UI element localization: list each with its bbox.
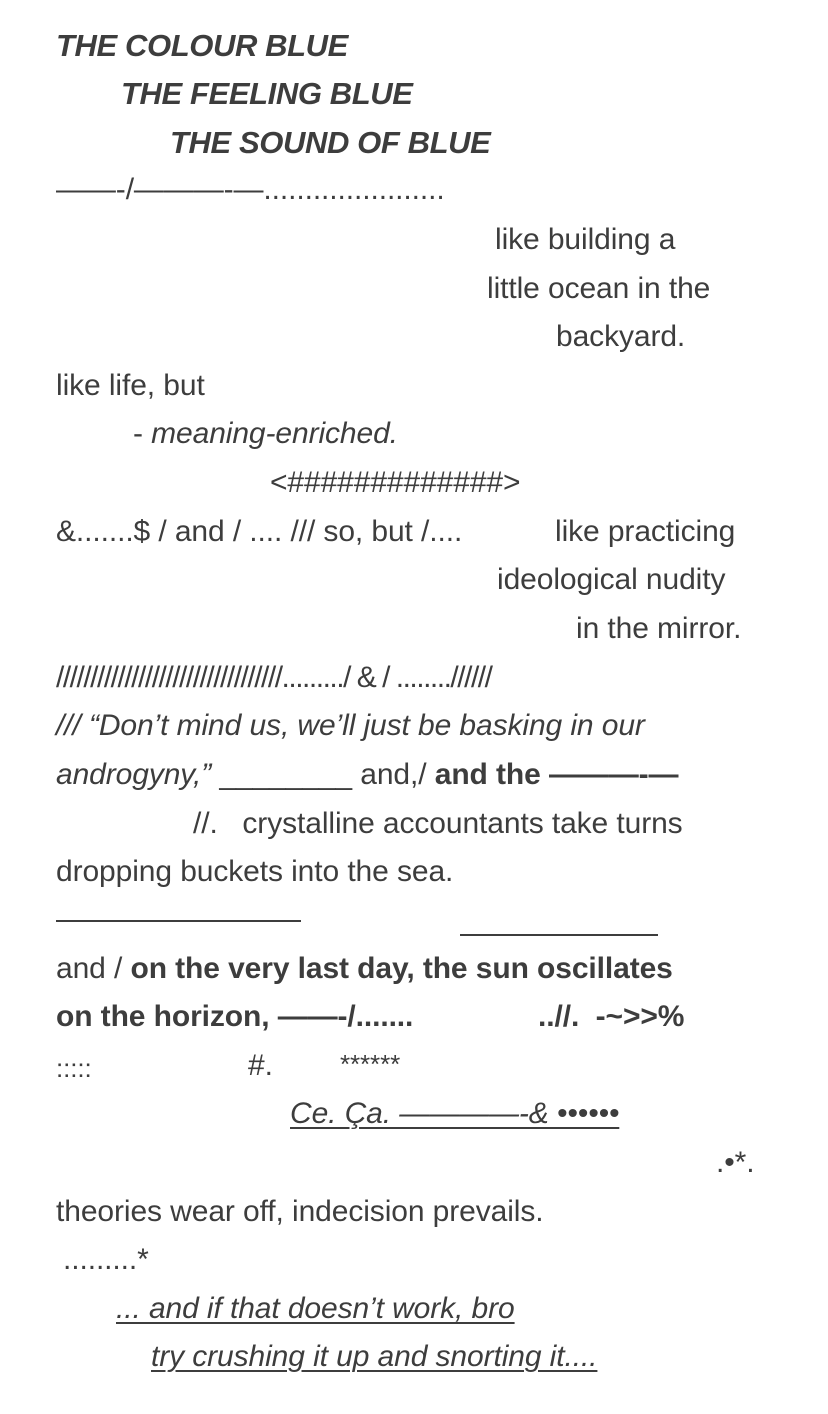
verse-line: //. crystalline accountants take turns — [193, 807, 683, 840]
colon-marks: ::::: — [56, 1053, 92, 1083]
verse-line: dropping buckets into the sea. — [56, 855, 454, 888]
quote-line: /// “Don’t mind us, we’ll just be basking in our — [56, 709, 645, 742]
horizontal-rule-tail — [287, 920, 301, 922]
verse-line — [56, 951, 673, 987]
and-prefix: and / — [56, 952, 131, 985]
asterisk-marks: ****** — [340, 1049, 401, 1079]
quote-line-continued — [56, 757, 678, 793]
verse-line: theories wear off, indecision prevails. — [56, 1195, 544, 1228]
dots-star-mark: .........* — [63, 1243, 149, 1276]
ce-ca-line: Ce. Ça. ————-& •••••• — [290, 1097, 620, 1130]
dash-prefix: - — [133, 417, 152, 450]
verse-line: little ocean in the — [487, 272, 711, 305]
symbol-line: &.......$ / and / .... /// so, but /.... — [56, 515, 463, 548]
and-the-text: and the ———-— — [434, 758, 679, 791]
hash-mark: #. — [248, 1049, 273, 1082]
dot-star-mark: .•*. — [716, 1146, 755, 1179]
androgyny-text: androgyny,” — [56, 758, 220, 791]
title-feeling-blue: THE FEELING BLUE — [121, 76, 413, 111]
and-text: and,/ — [352, 758, 435, 791]
title-sound-of-blue: THE SOUND OF BLUE — [170, 125, 491, 160]
verse-line: like practicing — [555, 515, 736, 548]
verse-line — [133, 416, 398, 452]
hash-bracket-line: <#############> — [270, 466, 521, 499]
closing-line: try crushing it up and snorting it.... — [151, 1340, 598, 1373]
slash-line: /////////////////////////////////........./ & / ........////// — [56, 661, 492, 694]
horizon-line: on the horizon, ——-/....... — [56, 1000, 414, 1033]
symbol-line: ..//. -~>>% — [538, 1000, 685, 1033]
verse-line: ideological nudity — [497, 563, 726, 596]
meaning-enriched-text: meaning-enriched. — [151, 417, 398, 450]
verse-line: backyard. — [556, 320, 686, 353]
dash-line: ——-/———-—...................... — [56, 173, 445, 206]
verse-line: in the mirror. — [576, 612, 742, 645]
horizontal-rule — [460, 934, 658, 936]
blank-underline: ________ — [219, 758, 353, 791]
verse-line: like building a — [495, 223, 676, 256]
sun-oscillates-text: on the very last day, the sun oscillates — [130, 952, 673, 985]
verse-line: like life, but — [56, 369, 205, 402]
horizontal-rule — [56, 920, 288, 922]
closing-line: ... and if that doesn’t work, bro — [116, 1292, 515, 1325]
title-colour-blue: THE COLOUR BLUE — [56, 28, 348, 63]
